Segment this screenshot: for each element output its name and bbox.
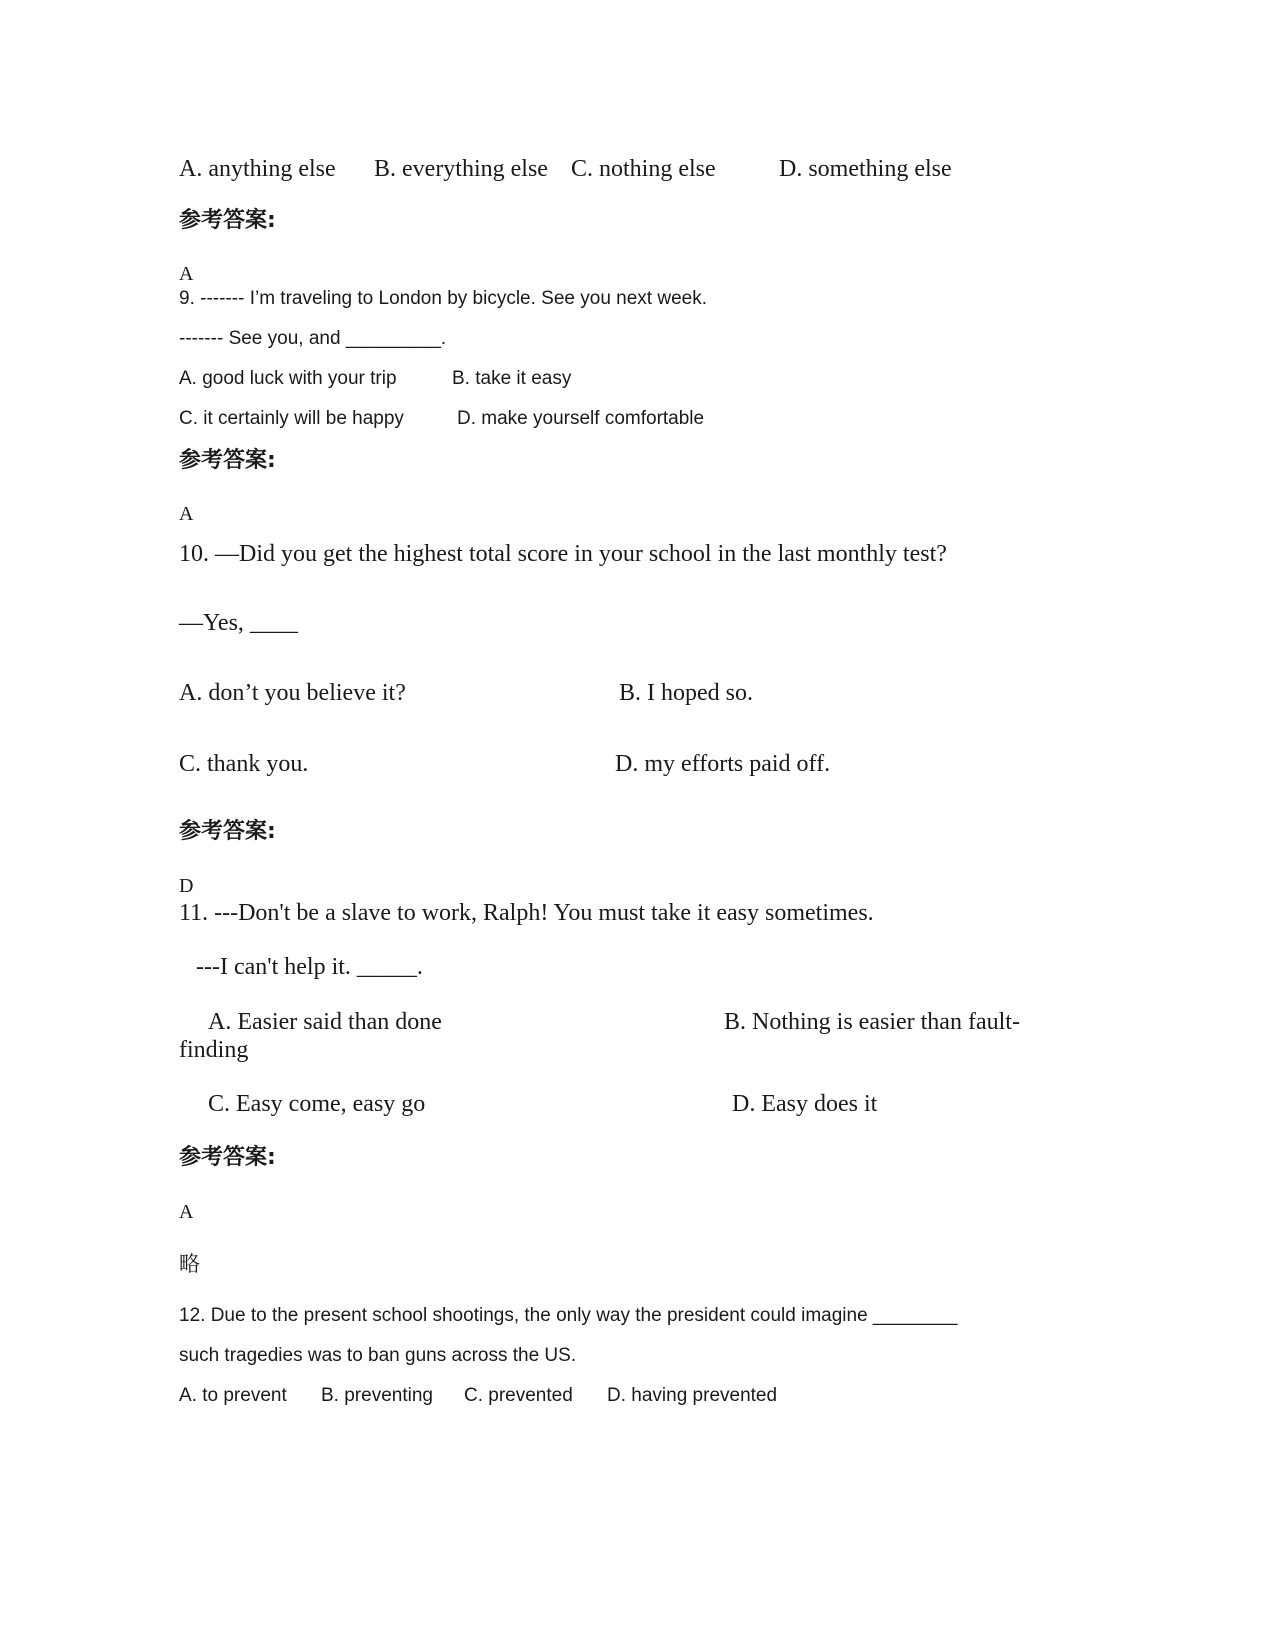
q9-stem: 9. ------- I’m traveling to London by bicycle. See you next week. (179, 288, 708, 309)
q12-option-b: B. preventing (321, 1385, 433, 1406)
q9-option-d: D. make yourself comfortable (457, 408, 705, 429)
q9-answer: A (179, 503, 194, 525)
q8-option-c: C. nothing else (571, 156, 716, 182)
q9-option-b: B. take it easy (452, 368, 572, 389)
q11-option-b: B. Nothing is easier than fault- (724, 1009, 1020, 1035)
q9-reply: ------- See you, and _________. (179, 328, 447, 349)
q11-answer-header: 参考答案: (179, 1145, 276, 1170)
q10-option-b: B. I hoped so. (619, 680, 753, 706)
q8-option-a: A. anything else (179, 156, 336, 182)
q11-answer: A (179, 1201, 194, 1223)
q9-option-a: A. good luck with your trip (179, 368, 397, 389)
q11-option-b-continued: finding (179, 1037, 249, 1063)
q12-option-c: C. prevented (464, 1385, 573, 1406)
q8-answer-header: 参考答案: (179, 208, 276, 233)
q11-stem: 11. ---Don't be a slave to work, Ralph! You must take it easy sometimes. (179, 900, 874, 926)
q12-stem-line2: such tragedies was to ban guns across the US. (179, 1345, 577, 1366)
q11-note: 略 (179, 1252, 200, 1276)
q8-option-d: D. something else (779, 156, 952, 182)
q10-option-d: D. my efforts paid off. (615, 751, 831, 777)
q10-answer-header: 参考答案: (179, 819, 276, 844)
q11-option-a: A. Easier said than done (208, 1009, 442, 1035)
q11-reply: ---I can't help it. _____. (196, 954, 423, 980)
q12-stem-line1: 12. Due to the present school shootings, the only way the president could imagine ________ (179, 1305, 958, 1326)
q12-option-a: A. to prevent (179, 1385, 287, 1406)
q10-answer: D (179, 875, 194, 897)
q10-stem: 10. —Did you get the highest total score in your school in the last monthly test? (179, 541, 947, 567)
q9-option-c: C. it certainly will be happy (179, 408, 404, 429)
q10-reply: —Yes, ____ (179, 610, 298, 636)
q12-option-d: D. having prevented (607, 1385, 778, 1406)
q8-answer: A (179, 263, 194, 285)
q10-option-c: C. thank you. (179, 751, 309, 777)
q11-option-c: C. Easy come, easy go (208, 1091, 426, 1117)
q9-answer-header: 参考答案: (179, 448, 276, 473)
q10-option-a: A. don’t you believe it? (179, 680, 406, 706)
q11-option-d: D. Easy does it (732, 1091, 878, 1117)
q8-option-b: B. everything else (374, 156, 548, 182)
